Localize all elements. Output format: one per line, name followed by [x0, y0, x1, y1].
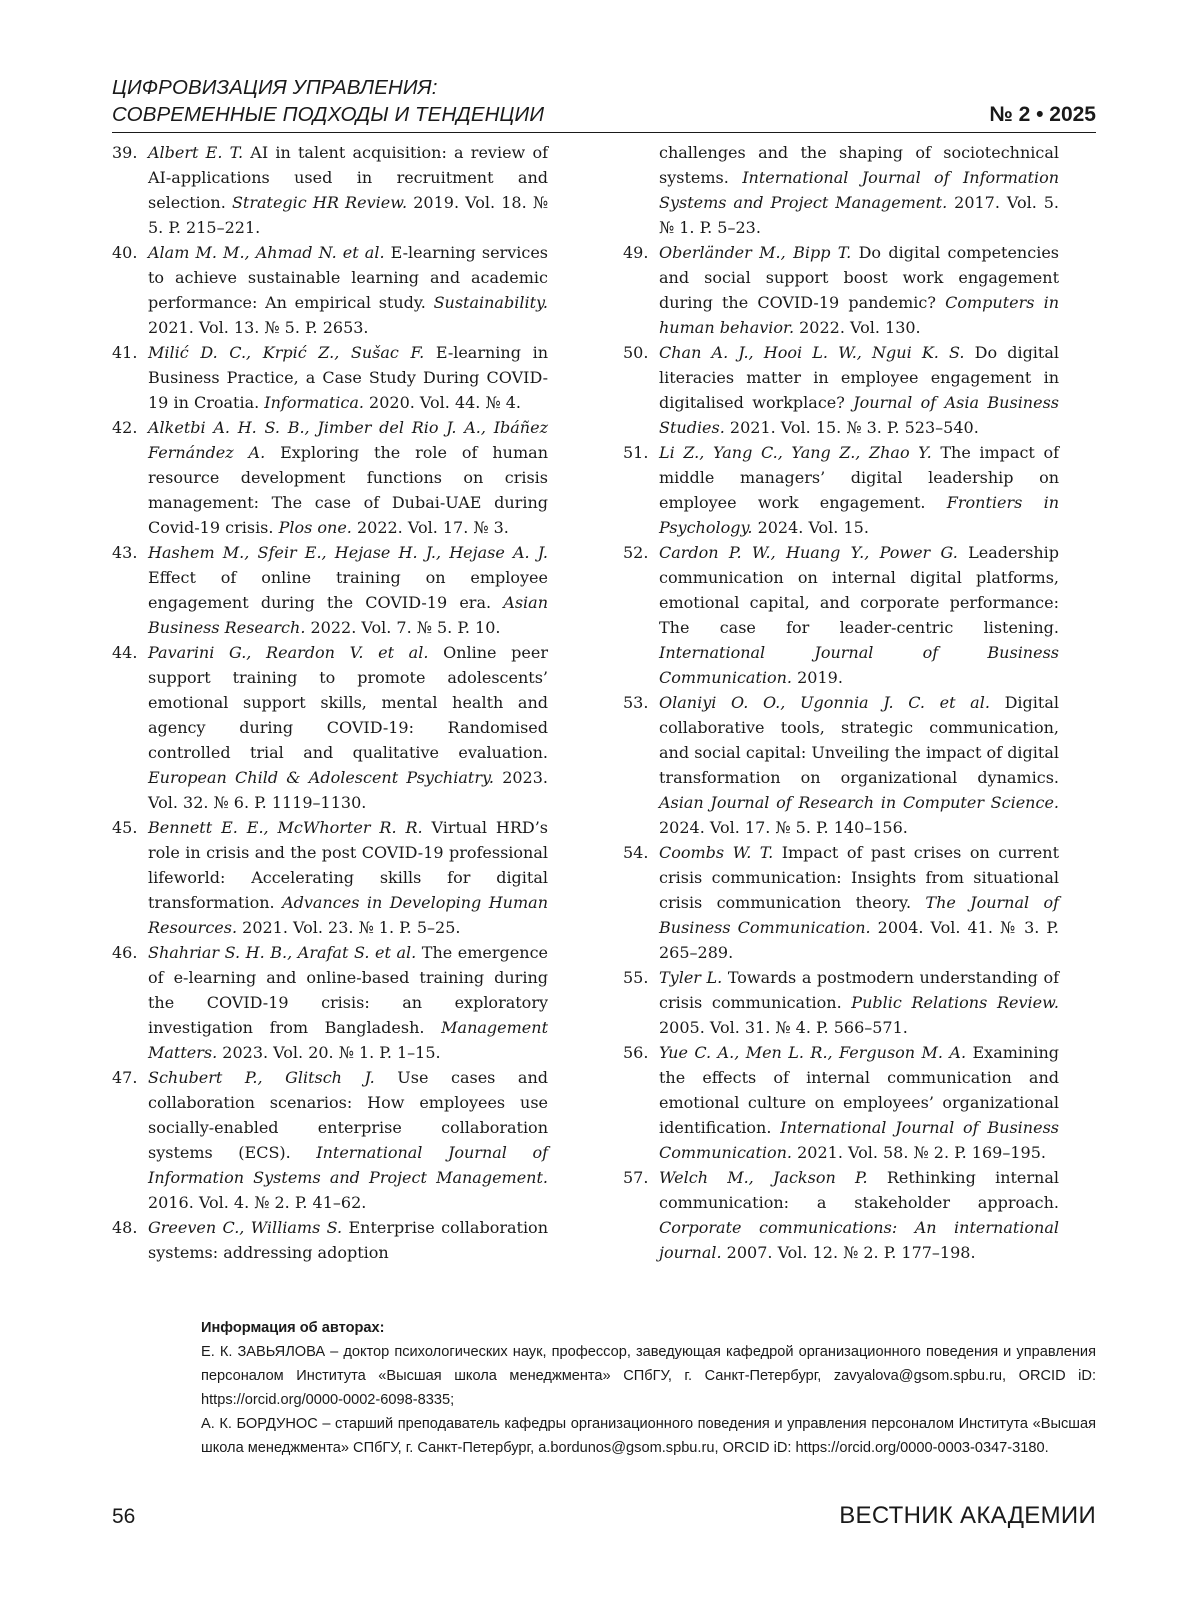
- reference-text: [659, 840, 1059, 965]
- reference-title: Digital collaborative tools, strategic communication, and social capital: Unveiling the impact of digital transformation on organizational dynamics.: [659, 693, 1059, 787]
- reference-text: [148, 140, 548, 240]
- reference-number: 49.: [623, 243, 649, 262]
- reference-number: 55.: [623, 968, 649, 987]
- reference-number: 40.: [112, 243, 138, 262]
- reference-title: The impact of middle managers’ digital leadership on employee work engagement.: [659, 443, 1059, 512]
- reference-number: 43.: [112, 543, 138, 562]
- reference-item: [623, 540, 1059, 690]
- reference-authors: Oberländer M., Bipp T.: [659, 243, 852, 262]
- reference-authors: Alketbi A. H. S. B., Jimber del Rio J. A., Ibáñez Fernández A.: [148, 418, 548, 462]
- reference-number: 44.: [112, 643, 138, 662]
- reference-title: AI in talent acquisition: a review of AI-applications used in recruitment and selection.: [148, 143, 548, 212]
- journal-title-line2: СОВРЕМЕННЫЕ ПОДХОДЫ И ТЕНДЕНЦИИ: [112, 103, 545, 126]
- reference-text: [148, 540, 548, 640]
- reference-title: Towards a postmodern understanding of crisis communication.: [659, 968, 1060, 1012]
- reference-authors: Cardon P. W., Huang Y., Power G.: [659, 543, 958, 562]
- reference-source: European Child & Adolescent Psychiatry.: [148, 768, 494, 787]
- reference-authors: Greeven C., Williams S.: [148, 1218, 343, 1237]
- reference-title: Online peer support training to promote adolescents’ emotional support skills, mental health and agency during COVID-19: Randomised controlled trial and qualitative evaluation.: [148, 643, 549, 762]
- reference-title: Virtual HRD’s role in crisis and the post COVID-19 professional lifeworld: Accelerating skills for digital transformation.: [148, 818, 548, 912]
- reference-text: [659, 1040, 1059, 1165]
- reference-item: [112, 240, 548, 340]
- reference-source: International Journal of Business Communication.: [659, 643, 1059, 687]
- reference-source: Advances in Developing Human Resources.: [148, 893, 548, 937]
- reference-item: [112, 540, 548, 640]
- footer-journal-name: ВЕСТНИК АКАДЕМИИ: [839, 1502, 1096, 1529]
- reference-source: Plos one.: [278, 518, 352, 537]
- reference-details: 2022. Vol. 17. № 3.: [351, 518, 509, 537]
- reference-details: 2023. Vol. 20. № 1. P. 1–15.: [217, 1043, 441, 1062]
- authors-info-heading: Информация об авторах:: [201, 1320, 385, 1336]
- reference-title: Rethinking internal communication: a stakeholder approach.: [659, 1168, 1060, 1212]
- reference-authors: Welch M., Jackson P.: [659, 1168, 868, 1187]
- reference-authors: Olaniyi O. O., Ugonnia J. C. et al.: [659, 693, 990, 712]
- reference-authors: Yue C. A., Men L. R., Ferguson M. A.: [659, 1043, 967, 1062]
- reference-authors: Li Z., Yang C., Yang Z., Zhao Y.: [659, 443, 932, 462]
- reference-item: [623, 440, 1059, 540]
- reference-number: 47.: [112, 1068, 138, 1087]
- reference-number: 42.: [112, 418, 138, 437]
- reference-title: challenges and the shaping of sociotechnical systems.: [659, 143, 1059, 187]
- reference-text: [148, 1215, 548, 1265]
- reference-text: [148, 815, 548, 940]
- reference-authors: Albert E. T.: [148, 143, 244, 162]
- reference-details: 2019.: [792, 668, 843, 687]
- reference-details: 2023. Vol. 32. № 6. P. 1119–1130.: [148, 768, 548, 812]
- reference-title: The emergence of e-learning and online-based training during the COVID-19 crisis: an exploratory investigation from Bangladesh.: [148, 943, 548, 1037]
- reference-text: [148, 640, 548, 815]
- reference-item: [112, 940, 548, 1065]
- reference-title: Do digital competencies and social support boost work engagement during the COVID-19 pandemic?: [659, 243, 1059, 312]
- issue-number: № 2 • 2025: [989, 103, 1096, 126]
- reference-number: 51.: [623, 443, 649, 462]
- reference-item: [623, 690, 1059, 840]
- reference-details: 2004. Vol. 41. № 3. P. 265–289.: [659, 918, 1060, 962]
- authors-information: [201, 1316, 1096, 1460]
- reference-item: [112, 140, 548, 240]
- reference-authors: Tyler L.: [659, 968, 723, 987]
- reference-title: Use cases and collaboration scenarios: How employees use socially-enabled enterprise collaboration systems (ECS).: [148, 1068, 549, 1162]
- author-1-info: Е. К. ЗАВЬЯЛОВА – доктор психологических наук, профессор, заведующая кафедрой организационного поведения и управления персоналом Института «Высшая школа менеджмента» СПбГУ, г. Санкт-Петербург, zavyalova@gsom.spbu.ru, ORCID iD: https://orcid.org/0000-0002-6098-8335;: [201, 1344, 1096, 1408]
- reference-text: [659, 965, 1059, 1040]
- reference-number: 45.: [112, 818, 138, 837]
- reference-item: [112, 815, 548, 940]
- reference-details: 2017. Vol. 5. № 1. P. 5–23.: [659, 193, 1060, 237]
- reference-details: 2021. Vol. 15. № 3. P. 523–540.: [724, 418, 979, 437]
- reference-source: International Journal of Information Systems and Project Management.: [148, 1143, 548, 1187]
- reference-details: 2019. Vol. 18. № 5. P. 215–221.: [148, 193, 548, 237]
- reference-source: Informatica.: [264, 393, 364, 412]
- reference-text: [148, 415, 548, 540]
- reference-source: Journal of Asia Business Studies.: [659, 393, 1060, 437]
- reference-details: 2024. Vol. 17. № 5. P. 140–156.: [659, 818, 908, 837]
- reference-details: 2021. Vol. 23. № 1. P. 5–25.: [237, 918, 461, 937]
- reference-authors: Hashem M., Sfeir E., Hejase H. J., Hejase A. J.: [148, 543, 548, 562]
- reference-number: 46.: [112, 943, 138, 962]
- page-number: 56: [112, 1505, 136, 1528]
- reference-authors: Pavarini G., Reardon V. et al.: [148, 643, 429, 662]
- reference-item: [623, 240, 1059, 340]
- reference-number: 48.: [112, 1218, 138, 1237]
- journal-title-line1: ЦИФРОВИЗАЦИЯ УПРАВЛЕНИЯ:: [112, 76, 438, 99]
- reference-title: Exploring the role of human resource development functions on crisis management: The case of Dubai-UAE during Covid-19 crisis.: [148, 443, 549, 537]
- reference-authors: Chan A. J., Hooi L. W., Ngui K. S.: [659, 343, 965, 362]
- reference-authors: Alam M. M., Ahmad N. et al.: [148, 243, 385, 262]
- reference-text: [659, 1165, 1059, 1265]
- reference-details: 2021. Vol. 58. № 2. P. 169–195.: [792, 1143, 1046, 1162]
- reference-number: 57.: [623, 1168, 649, 1187]
- reference-item: [112, 640, 548, 815]
- reference-text: [659, 340, 1059, 440]
- reference-title: Enterprise collaboration systems: addressing adoption: [148, 1218, 548, 1262]
- reference-source: International Journal of Information Systems and Project Management.: [659, 168, 1059, 212]
- reference-title: Effect of online training on employee engagement during the COVID-19 era.: [148, 568, 548, 612]
- reference-details: 2007. Vol. 12. № 2. P. 177–198.: [721, 1243, 976, 1262]
- reference-text: [659, 440, 1059, 540]
- reference-source: Public Relations Review.: [851, 993, 1059, 1012]
- reference-details: 2022. Vol. 7. № 5. P. 10.: [305, 618, 501, 637]
- reference-number: 41.: [112, 343, 138, 362]
- reference-item: [112, 415, 548, 540]
- reference-source: Corporate communications: An international journal.: [659, 1218, 1059, 1262]
- reference-authors: Coombs W. T.: [659, 843, 774, 862]
- reference-authors: Schubert P., Glitsch J.: [148, 1068, 375, 1087]
- reference-item: [112, 340, 548, 415]
- reference-details: 2022. Vol. 130.: [794, 318, 921, 337]
- reference-source: Asian Business Research.: [148, 593, 548, 637]
- reference-source: International Journal of Business Communication.: [659, 1118, 1059, 1162]
- reference-source: Sustainability.: [433, 293, 548, 312]
- reference-number: 52.: [623, 543, 649, 562]
- reference-item: [112, 1065, 548, 1215]
- reference-title: E-learning services to achieve sustainable learning and academic performance: An empirical study.: [148, 243, 549, 312]
- reference-source: Frontiers in Psychology.: [659, 493, 1059, 537]
- reference-text: [659, 240, 1059, 340]
- reference-title: Examining the effects of internal communication and emotional culture on employees’ organizational identification.: [659, 1043, 1059, 1137]
- references-right-column: [623, 140, 1059, 1265]
- reference-details: 2005. Vol. 31. № 4. P. 566–571.: [659, 1018, 908, 1037]
- reference-title: Impact of past crises on current crisis communication: Insights from situational crisis communication theory.: [659, 843, 1059, 912]
- reference-number: 53.: [623, 693, 649, 712]
- reference-number: 56.: [623, 1043, 649, 1062]
- reference-item: [623, 340, 1059, 440]
- reference-item: [623, 840, 1059, 965]
- reference-text: [148, 940, 548, 1065]
- reference-authors: Shahriar S. H. B., Arafat S. et al.: [148, 943, 417, 962]
- author-2-info: А. К. БОРДУНОС – старший преподаватель кафедры организационного поведения и управления персоналом Института «Высшая школа менеджмента» СПбГУ, г. Санкт-Петербург, a.bordunos@gsom.spbu.ru, ORCID iD: https://orcid.org/0000-0003-0347-3180.: [201, 1416, 1096, 1456]
- reference-number: 54.: [623, 843, 649, 862]
- reference-continuation: [623, 140, 1059, 240]
- running-header: [112, 74, 1096, 133]
- reference-text: [148, 1065, 548, 1215]
- reference-title: E-learning in Business Practice, a Case Study During COVID-19 in Croatia.: [148, 343, 549, 412]
- reference-number: 39.: [112, 143, 138, 162]
- reference-item: [623, 1040, 1059, 1165]
- reference-details: 2024. Vol. 15.: [752, 518, 869, 537]
- reference-authors: Bennett E. E., McWhorter R. R.: [148, 818, 423, 837]
- reference-text: [148, 340, 548, 415]
- reference-details: 2016. Vol. 4. № 2. P. 41–62.: [148, 1193, 367, 1212]
- reference-item: [623, 965, 1059, 1040]
- reference-details: 2020. Vol. 44. № 4.: [363, 393, 521, 412]
- reference-item: [112, 1215, 548, 1265]
- reference-details: 2021. Vol. 13. № 5. P. 2653.: [148, 318, 369, 337]
- reference-source: The Journal of Business Communication.: [659, 893, 1060, 937]
- reference-text: [659, 690, 1059, 840]
- reference-source: Computers in human behavior.: [659, 293, 1060, 337]
- reference-authors: Milić D. C., Krpić Z., Sušac F.: [148, 343, 425, 362]
- reference-source: Strategic HR Review.: [231, 193, 408, 212]
- reference-number: 50.: [623, 343, 649, 362]
- reference-title: Leadership communication on internal digital platforms, emotional capital, and corporate performance: The case for leader-centric listening.: [659, 543, 1059, 637]
- reference-text: [148, 240, 548, 340]
- reference-item: [623, 1165, 1059, 1265]
- journal-section-title: [112, 74, 544, 128]
- reference-source: Management Matters.: [148, 1018, 548, 1062]
- reference-text: [659, 540, 1059, 690]
- reference-title: Do digital literacies matter in employee engagement in digitalised workplace?: [659, 343, 1060, 412]
- references-left-column: [112, 140, 548, 1265]
- reference-source: Asian Journal of Research in Computer Science.: [659, 793, 1059, 812]
